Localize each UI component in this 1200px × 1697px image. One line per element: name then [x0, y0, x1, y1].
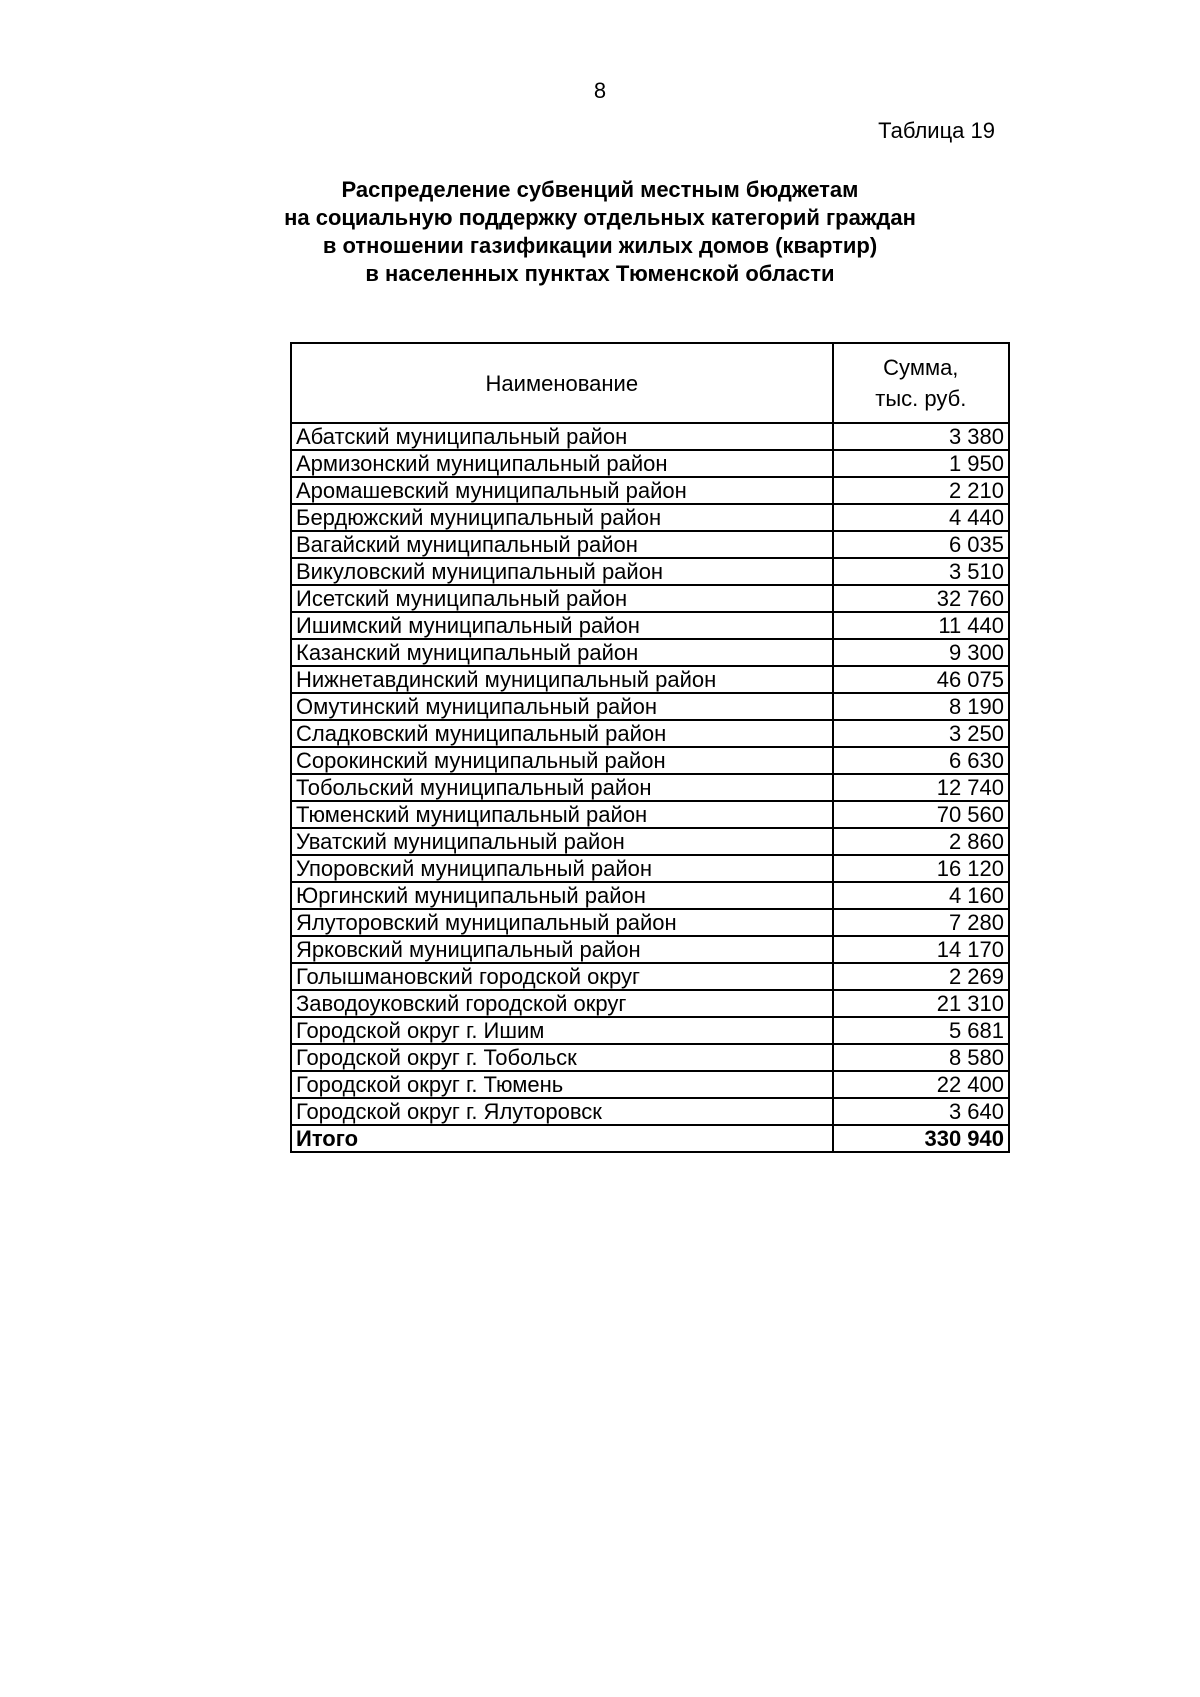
table-row [291, 639, 1009, 666]
row-sum: 70 560 [833, 801, 1009, 828]
row-name: Упоровский муниципальный район [291, 855, 833, 882]
row-name: Армизонский муниципальный район [291, 450, 833, 477]
row-name: Тобольский муниципальный район [291, 774, 833, 801]
row-sum: 4 440 [833, 504, 1009, 531]
total-label: Итого [291, 1125, 833, 1152]
row-sum: 9 300 [833, 639, 1009, 666]
row-name: Абатский муниципальный район [291, 423, 833, 450]
row-sum: 22 400 [833, 1071, 1009, 1098]
row-sum: 16 120 [833, 855, 1009, 882]
header-sum-line: тыс. руб. [875, 386, 967, 411]
row-sum: 6 630 [833, 747, 1009, 774]
row-sum: 2 860 [833, 828, 1009, 855]
row-name: Аромашевский муниципальный район [291, 477, 833, 504]
row-name: Ялуторовский муниципальный район [291, 909, 833, 936]
row-sum: 3 640 [833, 1098, 1009, 1125]
table-body [291, 423, 1009, 1152]
table-row [291, 531, 1009, 558]
table-row [291, 963, 1009, 990]
row-sum: 3 510 [833, 558, 1009, 585]
table-row [291, 612, 1009, 639]
row-name: Городской округ г. Ялуторовск [291, 1098, 833, 1125]
row-name: Тюменский муниципальный район [291, 801, 833, 828]
row-name: Голышмановский городской округ [291, 963, 833, 990]
header-name: Наименование [291, 343, 833, 423]
table-row [291, 504, 1009, 531]
table-header-row [291, 343, 1009, 423]
header-sum [833, 343, 1009, 423]
table-row [291, 666, 1009, 693]
table-row [291, 693, 1009, 720]
total-sum: 330 940 [833, 1125, 1009, 1152]
table-row [291, 1017, 1009, 1044]
table-row [291, 909, 1009, 936]
row-name: Городской округ г. Ишим [291, 1017, 833, 1044]
row-name: Юргинский муниципальный район [291, 882, 833, 909]
table-row [291, 1098, 1009, 1125]
row-name: Городской округ г. Тобольск [291, 1044, 833, 1071]
row-sum: 21 310 [833, 990, 1009, 1017]
row-name: Сладковский муниципальный район [291, 720, 833, 747]
document-title [0, 176, 1200, 288]
row-name: Городской округ г. Тюмень [291, 1071, 833, 1098]
table-row [291, 477, 1009, 504]
header-sum-line: Сумма, [883, 355, 959, 380]
row-name: Нижнетавдинский муниципальный район [291, 666, 833, 693]
table-row [291, 828, 1009, 855]
row-sum: 2 210 [833, 477, 1009, 504]
table-row [291, 990, 1009, 1017]
table-row [291, 801, 1009, 828]
row-name: Исетский муниципальный район [291, 585, 833, 612]
row-sum: 4 160 [833, 882, 1009, 909]
table-row [291, 882, 1009, 909]
row-sum: 32 760 [833, 585, 1009, 612]
page-number: 8 [593, 78, 607, 103]
row-name: Викуловский муниципальный район [291, 558, 833, 585]
title-line: в отношении газификации жилых домов (квартир) [322, 233, 878, 258]
row-name: Уватский муниципальный район [291, 828, 833, 855]
row-name: Ярковский муниципальный район [291, 936, 833, 963]
table-row [291, 936, 1009, 963]
table-row [291, 774, 1009, 801]
table-row [291, 423, 1009, 450]
row-name: Бердюжский муниципальный район [291, 504, 833, 531]
row-sum: 12 740 [833, 774, 1009, 801]
table-row [291, 855, 1009, 882]
row-sum: 3 250 [833, 720, 1009, 747]
title-line: Распределение субвенций местным бюджетам [341, 177, 859, 202]
row-sum: 5 681 [833, 1017, 1009, 1044]
table-total-row [291, 1125, 1009, 1152]
row-sum: 8 580 [833, 1044, 1009, 1071]
table-row [291, 450, 1009, 477]
table-row [291, 558, 1009, 585]
row-name: Ишимский муниципальный район [291, 612, 833, 639]
row-sum: 11 440 [833, 612, 1009, 639]
row-sum: 1 950 [833, 450, 1009, 477]
title-line: в населенных пунктах Тюменской области [365, 261, 835, 286]
table-row [291, 720, 1009, 747]
row-name: Заводоуковский городской округ [291, 990, 833, 1017]
row-sum: 7 280 [833, 909, 1009, 936]
row-sum: 46 075 [833, 666, 1009, 693]
table-row [291, 585, 1009, 612]
table-row [291, 1071, 1009, 1098]
row-name: Вагайский муниципальный район [291, 531, 833, 558]
row-name: Омутинский муниципальный район [291, 693, 833, 720]
subsidy-table [290, 342, 1010, 1153]
row-name: Казанский муниципальный район [291, 639, 833, 666]
title-line: на социальную поддержку отдельных категорий граждан [284, 205, 916, 230]
row-sum: 6 035 [833, 531, 1009, 558]
table-label: Таблица 19 [878, 118, 995, 143]
row-sum: 8 190 [833, 693, 1009, 720]
table-row [291, 1044, 1009, 1071]
table-row [291, 747, 1009, 774]
row-name: Сорокинский муниципальный район [291, 747, 833, 774]
row-sum: 3 380 [833, 423, 1009, 450]
row-sum: 14 170 [833, 936, 1009, 963]
row-sum: 2 269 [833, 963, 1009, 990]
